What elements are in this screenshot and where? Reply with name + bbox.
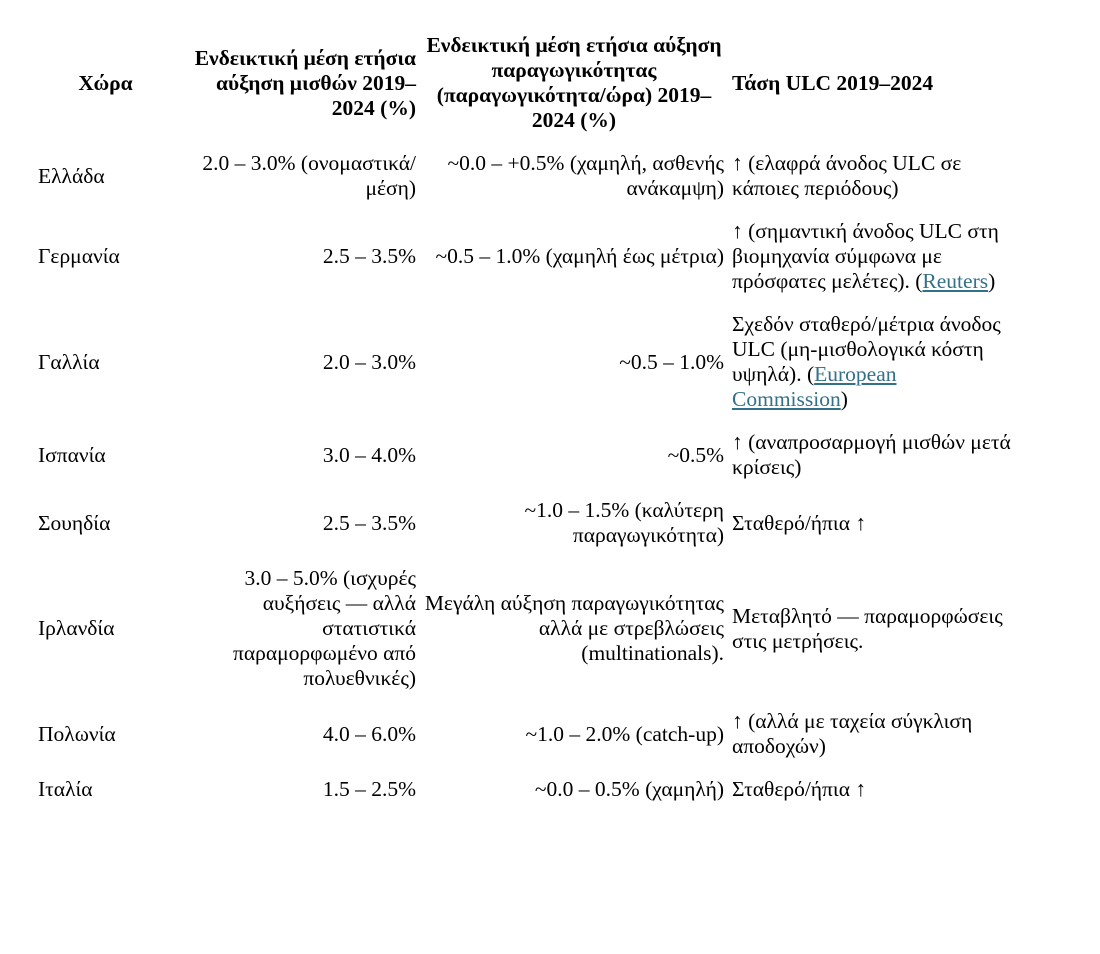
table-row xyxy=(34,303,1021,421)
table-row xyxy=(34,768,1021,811)
country-cell: Ιταλία xyxy=(38,777,93,801)
wage-growth-cell: 2.0 – 3.0% (ονομαστικά/μέση) xyxy=(202,151,416,200)
table-row xyxy=(34,421,1021,489)
country-cell: Ελλάδα xyxy=(38,163,105,188)
productivity-cell: Μεγάλη αύξηση παραγωγικότητας αλλά με στρεβλώσεις (multinationals). xyxy=(424,591,724,665)
ulc-trend-cell: Σταθερό/ήπια ↑ xyxy=(732,777,867,801)
ulc-trend-cell: ↑ (ελαφρά άνοδος ULC σε κάποιες περιόδους) xyxy=(732,151,962,200)
ulc-trend-cell: Μεταβλητό — παραμορφώσεις στις μετρήσεις. xyxy=(732,603,1003,653)
country-cell: Σουηδία xyxy=(38,510,111,535)
table-row xyxy=(34,210,1021,303)
col-header-wage-growth: Ενδεικτική μέση ετήσια αύξηση μισθών 2019–2024 (%) xyxy=(194,45,416,120)
col-header-productivity: Ενδεικτική μέση ετήσια αύξηση παραγωγικότητας (παραγωγικότητα/ώρα) 2019–2024 (%) xyxy=(426,33,722,132)
col-header-ulc-trend: Τάση ULC 2019–2024 xyxy=(732,70,934,95)
table-row xyxy=(34,557,1021,700)
wage-growth-cell: 2.5 – 3.5% xyxy=(322,244,416,268)
country-cell: Πολωνία xyxy=(38,721,116,746)
productivity-cell: ~1.0 – 1.5% (καλύτερη παραγωγικότητα) xyxy=(524,498,724,547)
table-row xyxy=(34,700,1021,768)
ulc-trend-cell: ↑ (αναπροσαρμογή μισθών μετά κρίσεις) xyxy=(732,430,1011,479)
productivity-cell: ~0.5 – 1.0% (χαμηλή έως μέτρια) xyxy=(435,244,724,268)
table-row xyxy=(34,142,1021,210)
ulc-trend-cell: Σταθερό/ήπια ↑ xyxy=(732,510,867,535)
wage-growth-cell: 2.0 – 3.0% xyxy=(322,349,416,374)
ulc-trend-cell: ↑ (σημαντική άνοδος ULC στη βιομηχανία σύμφωνα με πρόσφατες μελέτες). (Reuters) xyxy=(732,219,999,293)
ulc-trend-cell: Σχεδόν σταθερό/μέτρια άνοδος ULC (μη-μισθολογικά κόστη υψηλά). (European Commission) xyxy=(732,312,1001,411)
productivity-cell: ~0.0 – +0.5% (χαμηλή, ασθενής ανάκαμψη) xyxy=(447,151,724,200)
wage-growth-cell: 1.5 – 2.5% xyxy=(322,777,416,801)
source-link[interactable]: European Commission xyxy=(732,362,897,411)
table-row xyxy=(34,489,1021,557)
productivity-cell: ~0.5 – 1.0% xyxy=(619,349,724,374)
productivity-cell: ~1.0 – 2.0% (catch-up) xyxy=(525,721,724,746)
wage-growth-cell: 3.0 – 5.0% (ισχυρές αυξήσεις — αλλά στατιστικά παραμορφωμένο από πολυεθνικές) xyxy=(233,566,416,690)
country-cell: Ισπανία xyxy=(38,442,106,467)
country-cell: Ιρλανδία xyxy=(38,616,115,640)
ulc-trend-cell: ↑ (αλλά με ταχεία σύγκλιση αποδοχών) xyxy=(732,709,973,758)
source-link[interactable]: Reuters xyxy=(922,269,989,293)
wage-growth-cell: 4.0 – 6.0% xyxy=(322,721,416,746)
wage-growth-cell: 3.0 – 4.0% xyxy=(322,442,416,467)
header-row xyxy=(34,24,1021,142)
productivity-cell: ~0.0 – 0.5% (χαμηλή) xyxy=(534,777,724,801)
col-header-country: Χώρα xyxy=(78,70,133,95)
country-cell: Γερμανία xyxy=(38,244,120,268)
wage-growth-cell: 2.5 – 3.5% xyxy=(322,510,416,535)
table-body xyxy=(34,142,1021,811)
ulc-comparison-table xyxy=(34,24,1021,811)
country-cell: Γαλλία xyxy=(38,349,100,374)
productivity-cell: ~0.5% xyxy=(667,442,724,467)
